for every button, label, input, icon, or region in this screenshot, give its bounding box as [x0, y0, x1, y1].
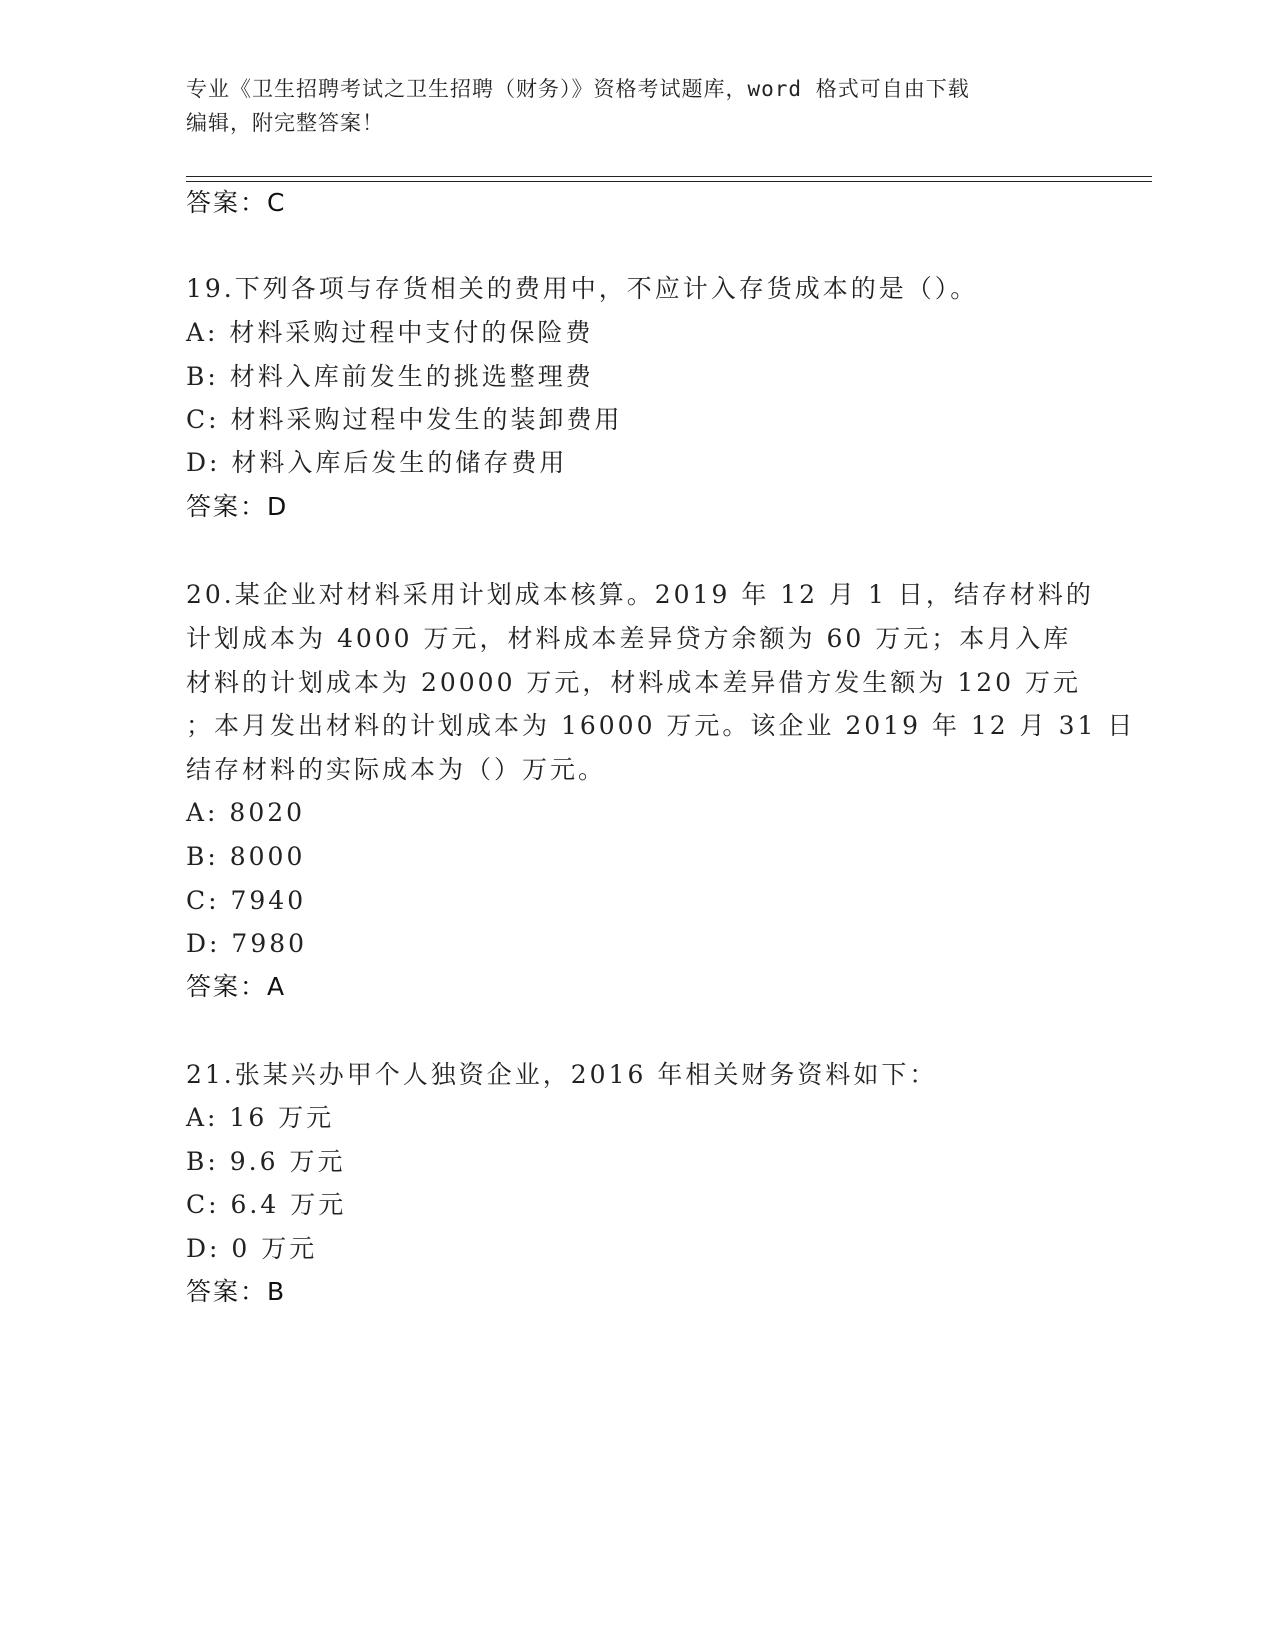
header-divider-top: [186, 176, 1152, 177]
question-21-text: 21.张某兴办甲个人独资企业，2016 年相关财务资料如下：: [186, 1060, 938, 1089]
question-19-option-a: A: 材料采购过程中支付的保险费: [186, 318, 594, 347]
question-20-text-line-4: ；本月发出材料的计划成本为 16000 万元。该企业 2019 年 12 月 31 日: [186, 711, 1136, 740]
answer-previous: 答案：C: [186, 188, 287, 217]
question-19-option-c: C: 材料采购过程中发生的装卸费用: [186, 405, 623, 434]
question-19-option-b: B: 材料入库前发生的挑选整理费: [186, 362, 594, 391]
document-header: [186, 72, 1086, 140]
question-21-option-b: B: 9.6 万元: [186, 1147, 346, 1176]
question-20-text-line-3: 材料的计划成本为 20000 万元，材料成本差异借方发生额为 120 万元: [186, 668, 1082, 697]
question-19-answer: 答案：D: [186, 492, 289, 521]
question-21-option-c: C: 6.4 万元: [186, 1190, 347, 1219]
question-21-answer: 答案：B: [186, 1277, 287, 1306]
header-line-2: 编辑，附完整答案！: [186, 111, 384, 135]
question-20-answer: 答案：A: [186, 972, 287, 1001]
question-20-text-line-1: 20.某企业对材料采用计划成本核算。2019 年 12 月 1 日，结存材料的: [186, 580, 1094, 609]
question-19-option-d: D: 材料入库后发生的储存费用: [186, 448, 568, 477]
question-21-option-d: D: 0 万元: [186, 1234, 318, 1263]
question-20-text-line-5: 结存材料的实际成本为（）万元。: [186, 755, 607, 784]
question-20-option-d: D: 7980: [186, 929, 308, 958]
question-20-option-a: A: 8020: [186, 798, 306, 827]
question-19-text: 19.下列各项与存货相关的费用中，不应计入存货成本的是（）。: [186, 274, 979, 303]
question-21-option-a: A: 16 万元: [186, 1103, 335, 1132]
question-20-option-c: C: 7940: [186, 886, 307, 915]
question-20-option-b: B: 8000: [186, 842, 306, 871]
question-20-text-line-2: 计划成本为 4000 万元，材料成本差异贷方余额为 60 万元；本月入库: [186, 624, 1072, 653]
header-divider-bottom: [186, 181, 1152, 182]
header-line-1: 专业《卫生招聘考试之卫生招聘（财务）》资格考试题库，word 格式可自由下载: [186, 77, 970, 101]
